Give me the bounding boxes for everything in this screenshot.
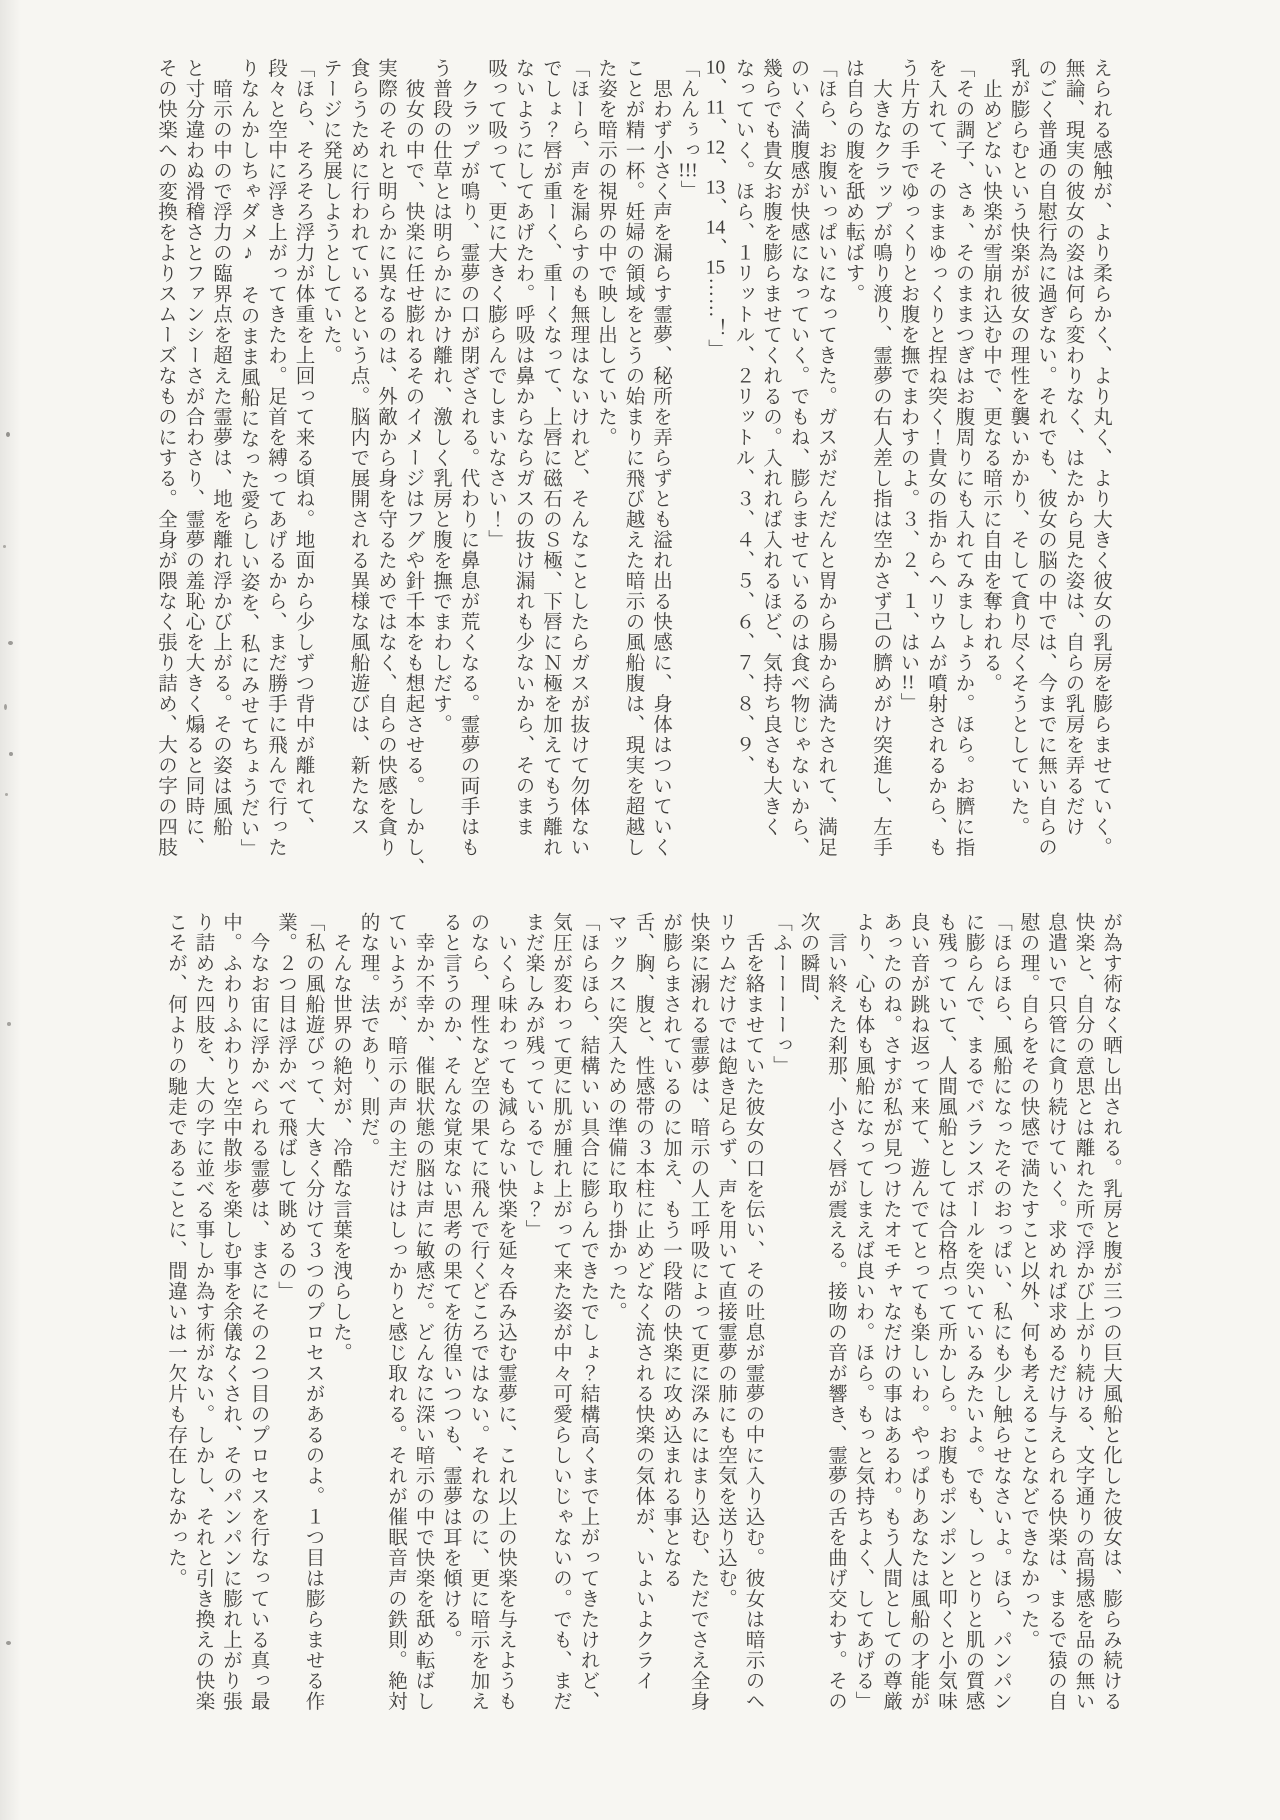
tatechuyoko-run: 13 [705,178,726,198]
text-column: 彼女の中で、快楽に任せ膨れるそのイメージはフグや針千本をも想起させる。しかし、 [402,58,424,878]
text-column: 大きなクラップが鳴り渡り、霊夢の右人差し指は空かさず己の臍めがけ突進し、左手 [870,58,891,858]
bottom-text-page [161,912,1124,1718]
text-column: 「ほら、そろそろ浮力が体重を上回って来る頃ね。地面から少しずつ背中が離れて、 [292,58,314,837]
tatechuyoko-run: 12 [705,138,726,158]
text-column: 段々と空中に浮き上がってきたわ。足首を縛ってあげるから、まだ勝手に飛んで行った [265,58,286,858]
text-column: う普段の仕草とは明らかにかけ離れ、激しく乳房と腹を撫でまわしだす。 [430,58,451,735]
text-column: まだ楽しみが残っているでしょ？」 [522,912,544,1240]
text-column: ことが精一杯。妊婦の領域をとうの始まりに飛び越えた暗示の風船腹は、現実を超越し [622,58,644,858]
text-column: ないようにしてあげたわ。呼吸は鼻からならガスの抜け漏れも少ないから、そのまま [512,58,534,837]
text-column: 「ほらほら、風船になったそのおっぱい、私にも少し触らせなさいよ。ほら、パンパン [990,912,1011,1712]
text-column: のごく普通の自慰行為に過ぎない。それでも、彼女の脳の中では、今までに無い自らの [1035,58,1056,858]
tatechuyoko-run: !!! [678,160,698,180]
text-column: も残っていて、人間風船としては合格点って所かしら。お腹もポンポンと叩くと小気味 [935,912,956,1712]
text-column: 止めどない快楽が雪崩れ込む中で、更なる暗示に自由を奪われる。 [980,58,1001,694]
text-column: マックスに突入ための準備に取り掛かった。 [605,912,626,1322]
text-column: り詰めた四肢を、大の字に並べる事しか為す術がない。しかし、それと引き換えの快楽 [192,912,214,1712]
text-column: が膨らまされているのに加え、もう一段階の快楽に攻め込まれる事となる [660,912,681,1589]
text-column: より、心も体も風船になってしまえば良いわ。ほら。もっと気持ちよく、してあげる」 [852,912,874,1712]
text-column: た姿を暗示の視界の中で映し出していた。 [595,58,616,448]
top-text-page [151,58,1114,880]
text-column: その快楽への変換をよりスムーズなものにする。全身が隈なく張り詰め、大の字の四肢 [155,58,176,858]
text-column: リウムだけでは飽き足らず、声を用いて直接霊夢の肺にも空気を送り込む。 [715,912,736,1609]
text-column: 今なお宙に浮かべられる霊夢は、まさにその２つ目のプロセスを行なっている真っ最 [247,912,269,1712]
text-column: のいく満腹感が快感になっていく。でもね、膨らませているのは食べ物じゃないから、 [787,58,809,858]
text-column: 吸って吸って、更に大きく膨らんでしまいなさい！」 [485,58,506,550]
text-column: こそが、何よりの馳走であることに、間違いは一欠片も存在しなかった。 [165,912,186,1589]
text-column: えられる感触が、より柔らかく、より丸く、より大きく彼女の乳房を膨らませていく。 [1090,58,1111,858]
text-column: ていようが、暗示の声の主だけはしっかりと感じ取れる。それが催眠音声の鉄則。絶対 [385,912,406,1712]
text-column: テージに発展しようとしていた。 [320,58,341,366]
text-column: 幸か不幸か、催眠状態の脳は声に敏感だ。どんなに深い暗示の中で快楽を舐め転ばし [412,912,434,1712]
scan-speck [3,545,6,548]
text-column: と寸分違わぬ滑稽さとファンシーさが合わさり、霊夢の羞恥心を大きく煽ると同時に、 [182,58,204,858]
text-column: 快楽に溺れる霊夢は、暗示の人工呼吸によって更に深みにはまり込む、ただでさえ全身 [687,912,709,1712]
text-column: 10、11、12、13、14、15……！」 [705,58,726,360]
text-column: 暗示の中ので浮力の臨界点を超えた霊夢は、地を離れ浮かび上がる。その姿は風船 [210,58,231,837]
text-column: 実際のそれと明らかに異なるのは、外敵から身を守るためではなく、自らの快感を貪り [375,58,396,858]
text-column: 「ほら、お腹いっぱいになってきた。ガスがだんだんと胃から腸から満たされて、満足 [815,58,836,858]
text-column: 思わず小さく声を漏らす霊夢、秘所を弄らずとも溢れ出る快感に、身体はついていく [650,58,671,858]
text-column: 無論、現実の彼女の姿は何ら変わりなく、はたから見た姿は、自らの乳房を弄るだけ [1062,58,1084,837]
tatechuyoko-run: 10 [705,58,726,78]
text-column: 舌、胸、腹と、性感帯の３本柱に止めどなく流される快楽の気体が、いよいよクライ [632,912,654,1691]
text-column: 快楽と、自分の意思とは離れた所で浮かび上がり続ける、文字通りの高揚感を品の無い [1072,912,1094,1712]
text-column: う片方の手でゆっくりとお腹を撫でまわすのよ。３、２、１、はい!!」 [897,58,919,713]
text-column: 「ほーら、声を漏らすのも無理はないけれど、そんなことしたらガスが抜けて勿体ない [567,58,589,858]
text-column: 「ほらほら、結構いい具合に膨らんできたでしょ？結構高くまで上がってきたけれど、 [577,912,599,1712]
text-column: 気圧が変わって更に肌が腫れ上がって来た姿が中々可愛らしいじゃないの。でも、まだ [550,912,571,1712]
text-column: 舌を絡ませていた彼女の口を伝い、その吐息が霊夢の中に入り込む。彼女は暗示のヘ [742,912,764,1712]
scan-speck [7,1022,11,1026]
text-column: あったのね。さすが私が見つけたオモチャなだけの事はあるわ。もう人間としての尊厳 [880,912,901,1712]
scan-speck [5,793,8,796]
text-column: のなら、理性など空の果てに飛んで行くどころではない。それなのに、更に暗示を加え [467,912,489,1712]
scan-speck [9,752,13,756]
text-column: が為す術なく晒し出される。乳房と腹が三つの巨大風船と化した彼女は、膨らみ続ける [1100,912,1121,1712]
text-column: でしょ？唇が重ーく、重ーくなって、上唇に磁石のＳ極、下唇にＮ極を加えてもう離れ [540,58,561,858]
tatechuyoko-run: !! [901,673,915,693]
text-column: そんな世界の絶対が、冷酷な言葉を洩らした。 [330,912,351,1363]
text-column: なっていく。ほら、１リットル、２リットル、３、４、５、６、７、８、９、 [732,58,754,776]
text-column: 「ふーーーーっ」 [770,912,791,1076]
text-column: 「んんぅっ!!!」 [677,58,699,201]
text-column: いくら味わっても減らない快楽を延々呑み込む霊夢に、これ以上の快楽を与えようも [495,912,516,1712]
tatechuyoko-run: 14 [705,218,726,238]
scan-speck [6,1641,11,1645]
text-column: 次の瞬間、 [797,912,819,1015]
text-column: 良い音が跳ね返って来て、遊んでてとっても楽しいわ。やっぱりあなたは風船の才能が [907,912,929,1712]
text-column: 食らうために行われているという点。脳内で展開される異様な風船遊びは、新たなス [347,58,369,837]
scan-edge-noise [0,0,30,1820]
text-column: 乳が膨らむという快楽が彼女の理性を襲いかかり、そして貪り尽くそうとしていた。 [1007,58,1029,837]
text-column: は自らの腹を舐め転ばす。 [842,58,864,304]
text-column: に膨らんで、まるでバランスボールを突いているみたいよ。でも、しっとりと肌の質感 [962,912,984,1712]
text-column: りなんかしちゃダメ♪ そのまま風船になった愛らしい姿を、私にみせてちょうだい」 [237,58,259,859]
text-column: クラップが鳴り、霊夢の口が閉ざされる。代わりに鼻息が荒くなる。霊夢の両手はも [457,58,479,858]
scan-speck [6,432,10,437]
text-column: 中。ふわりふわりと空中散歩を楽しむ事を余儀なくされ、そのパンパンに膨れ上がり張 [220,912,241,1712]
text-column: を入れて、そのままゆっくりと捏ね突く！貴女の指からヘリウムが噴射されるから、も [925,58,946,858]
text-column: 「私の風船遊びって、大きく分けて３つのプロセスがあるのよ。１つ目は膨らませる作 [302,912,324,1712]
tatechuyoko-run: 15 [705,258,726,278]
text-column: 的な理。法であり、則だ。 [357,912,379,1158]
text-column: 幾らでも貴女お腹を膨らませてくれるの。入れれば入れるほど、気持ち良さも大きく [760,58,781,837]
scan-speck [8,641,13,645]
text-column: 息遣いで只管に貪り続けていく。求めれば求めるだけ与えられる快楽は、まるで猿の自 [1045,912,1066,1712]
tatechuyoko-run: 11 [706,98,725,118]
text-column: 慰の理。自らをその快感で満たすこと以外、何も考えることなどできなかった。 [1017,912,1039,1650]
text-column: 業。２つ目は浮かべて飛ばして眺めるの」 [275,912,296,1302]
text-column: ると言うのか、そんな覚束ない思考の果てを彷徨いつつも、霊夢は耳を傾ける。 [440,912,461,1650]
text-column: 「その調子、さぁ、そのままつぎはお腹周りにも入れてみましょうか。ほら。お臍に指 [952,58,974,858]
text-column: 言い終えた刹那、小さく唇が震える。接吻の音が響き、霊夢の舌を曲げ交わす。その [825,912,846,1712]
scan-speck [4,704,7,710]
